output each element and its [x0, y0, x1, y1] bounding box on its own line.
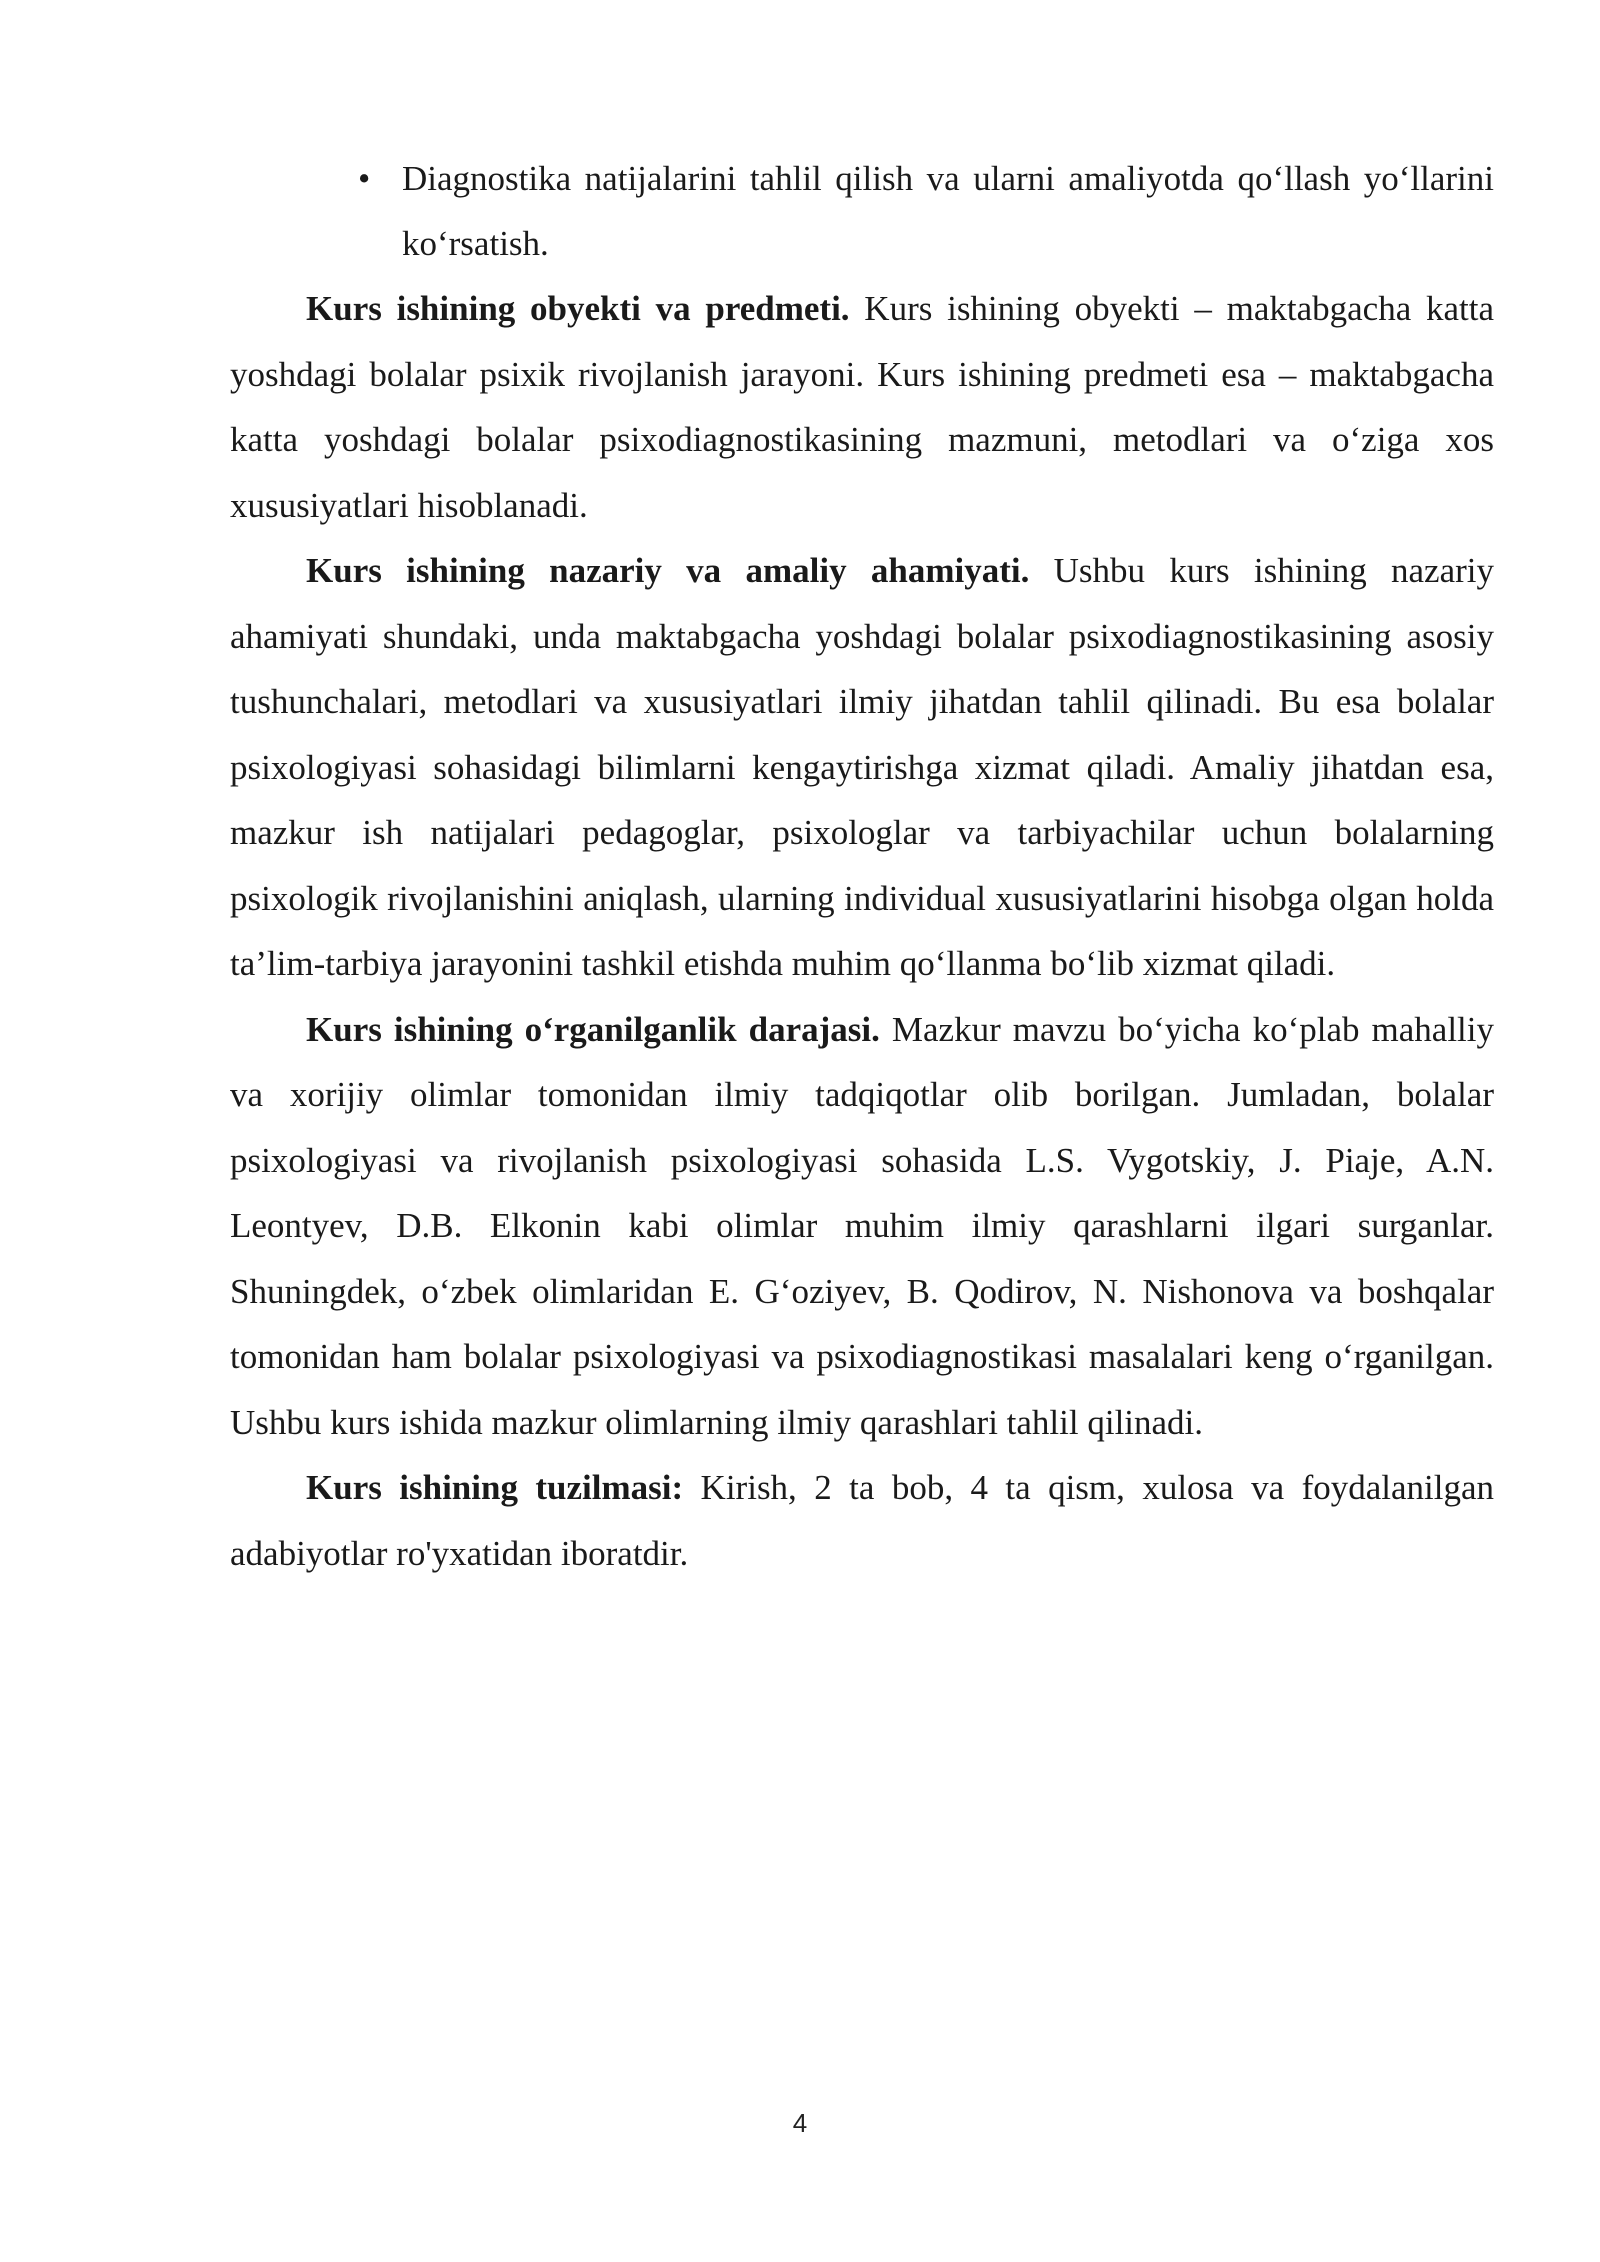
bullet-list-item — [230, 146, 1494, 276]
paragraph-heading: Kurs ishining obyekti va predmeti. — [306, 289, 850, 328]
paragraph-study-level — [230, 997, 1494, 1456]
paragraph-structure — [230, 1455, 1494, 1586]
paragraph-body: Kurs ishining obyekti – maktabgacha katta yoshdagi bolalar psixik rivojlanish jarayoni. Kurs ishining predmeti esa – maktabgacha katta yoshdagi bolalar psixodiagnostikasining mazmuni, metodlari va o‘ziga xos xususiyatlari hisoblanadi. — [230, 289, 1494, 525]
paragraph-heading: Kurs ishining o‘rganilganlik darajasi. — [306, 1009, 880, 1049]
bullet-icon: • — [358, 159, 371, 198]
paragraph-significance — [230, 538, 1494, 997]
paragraph-body: Mazkur mavzu bo‘yicha ko‘plab mahalliy va xorijiy olimlar tomonidan ilmiy tadqiqotlar olib borilgan. Jumladan, bolalar psixologiyasi va rivojlanish psixologiyasi sohasida L.S. Vygotskiy, J. Piaje, A.N. Leontyev, D.B. Elkonin kabi olimlar muhim ilmiy qarashlarni ilgari surganlar. Shuningdek, o‘zbek olimlaridan E. G‘oziyev, B. Qodirov, N. Nishonova va boshqalar tomonidan ham bolalar psixologiyasi va psixodiagnostikasi masalalari keng o‘rganilgan. Ushbu kurs ishida mazkur olimlarning ilmiy qarashlari tahlil qilinadi. — [230, 1009, 1494, 1442]
paragraph-heading: Kurs ishining nazariy va amaliy ahamiyati. — [306, 551, 1030, 590]
bullet-text: Diagnostika natijalarini tahlil qilish va ularni amaliyotda qo‘llash yo‘llarini ko‘rsatish. — [402, 159, 1494, 263]
paragraph-body: Kirish, 2 ta bob, 4 ta qism, xulosa va foydalanilgan adabiyotlar ro'yxatidan iboratdir. — [230, 1468, 1495, 1573]
paragraph-heading: Kurs ishining tuzilmasi: — [306, 1468, 684, 1507]
page-number: 4 — [792, 2108, 808, 2138]
paragraph-body: Ushbu kurs ishining nazariy ahamiyati shundaki, unda maktabgacha yoshdagi bolalar psixodiagnostikasining asosiy tushunchalari, metodlari va xususiyatlari ilmiy jihatdan tahlil qilinadi. Bu esa bolalar psixologiyasi sohasidagi bilimlarni kengaytirishga xizmat qiladi. Amaliy jihatdan esa, mazkur ish natijalari pedagoglar, psixologlar va tarbiyachilar uchun bolalarning psixologik rivojlanishini aniqlash, ularning individual xususiyatlarini hisobga olgan holda ta’lim-tarbiya jarayonini tashkil etishda muhim qo‘llanma bo‘lib xizmat qiladi. — [230, 551, 1494, 983]
paragraph-object-subject — [230, 276, 1494, 538]
document-page — [230, 146, 1494, 1586]
